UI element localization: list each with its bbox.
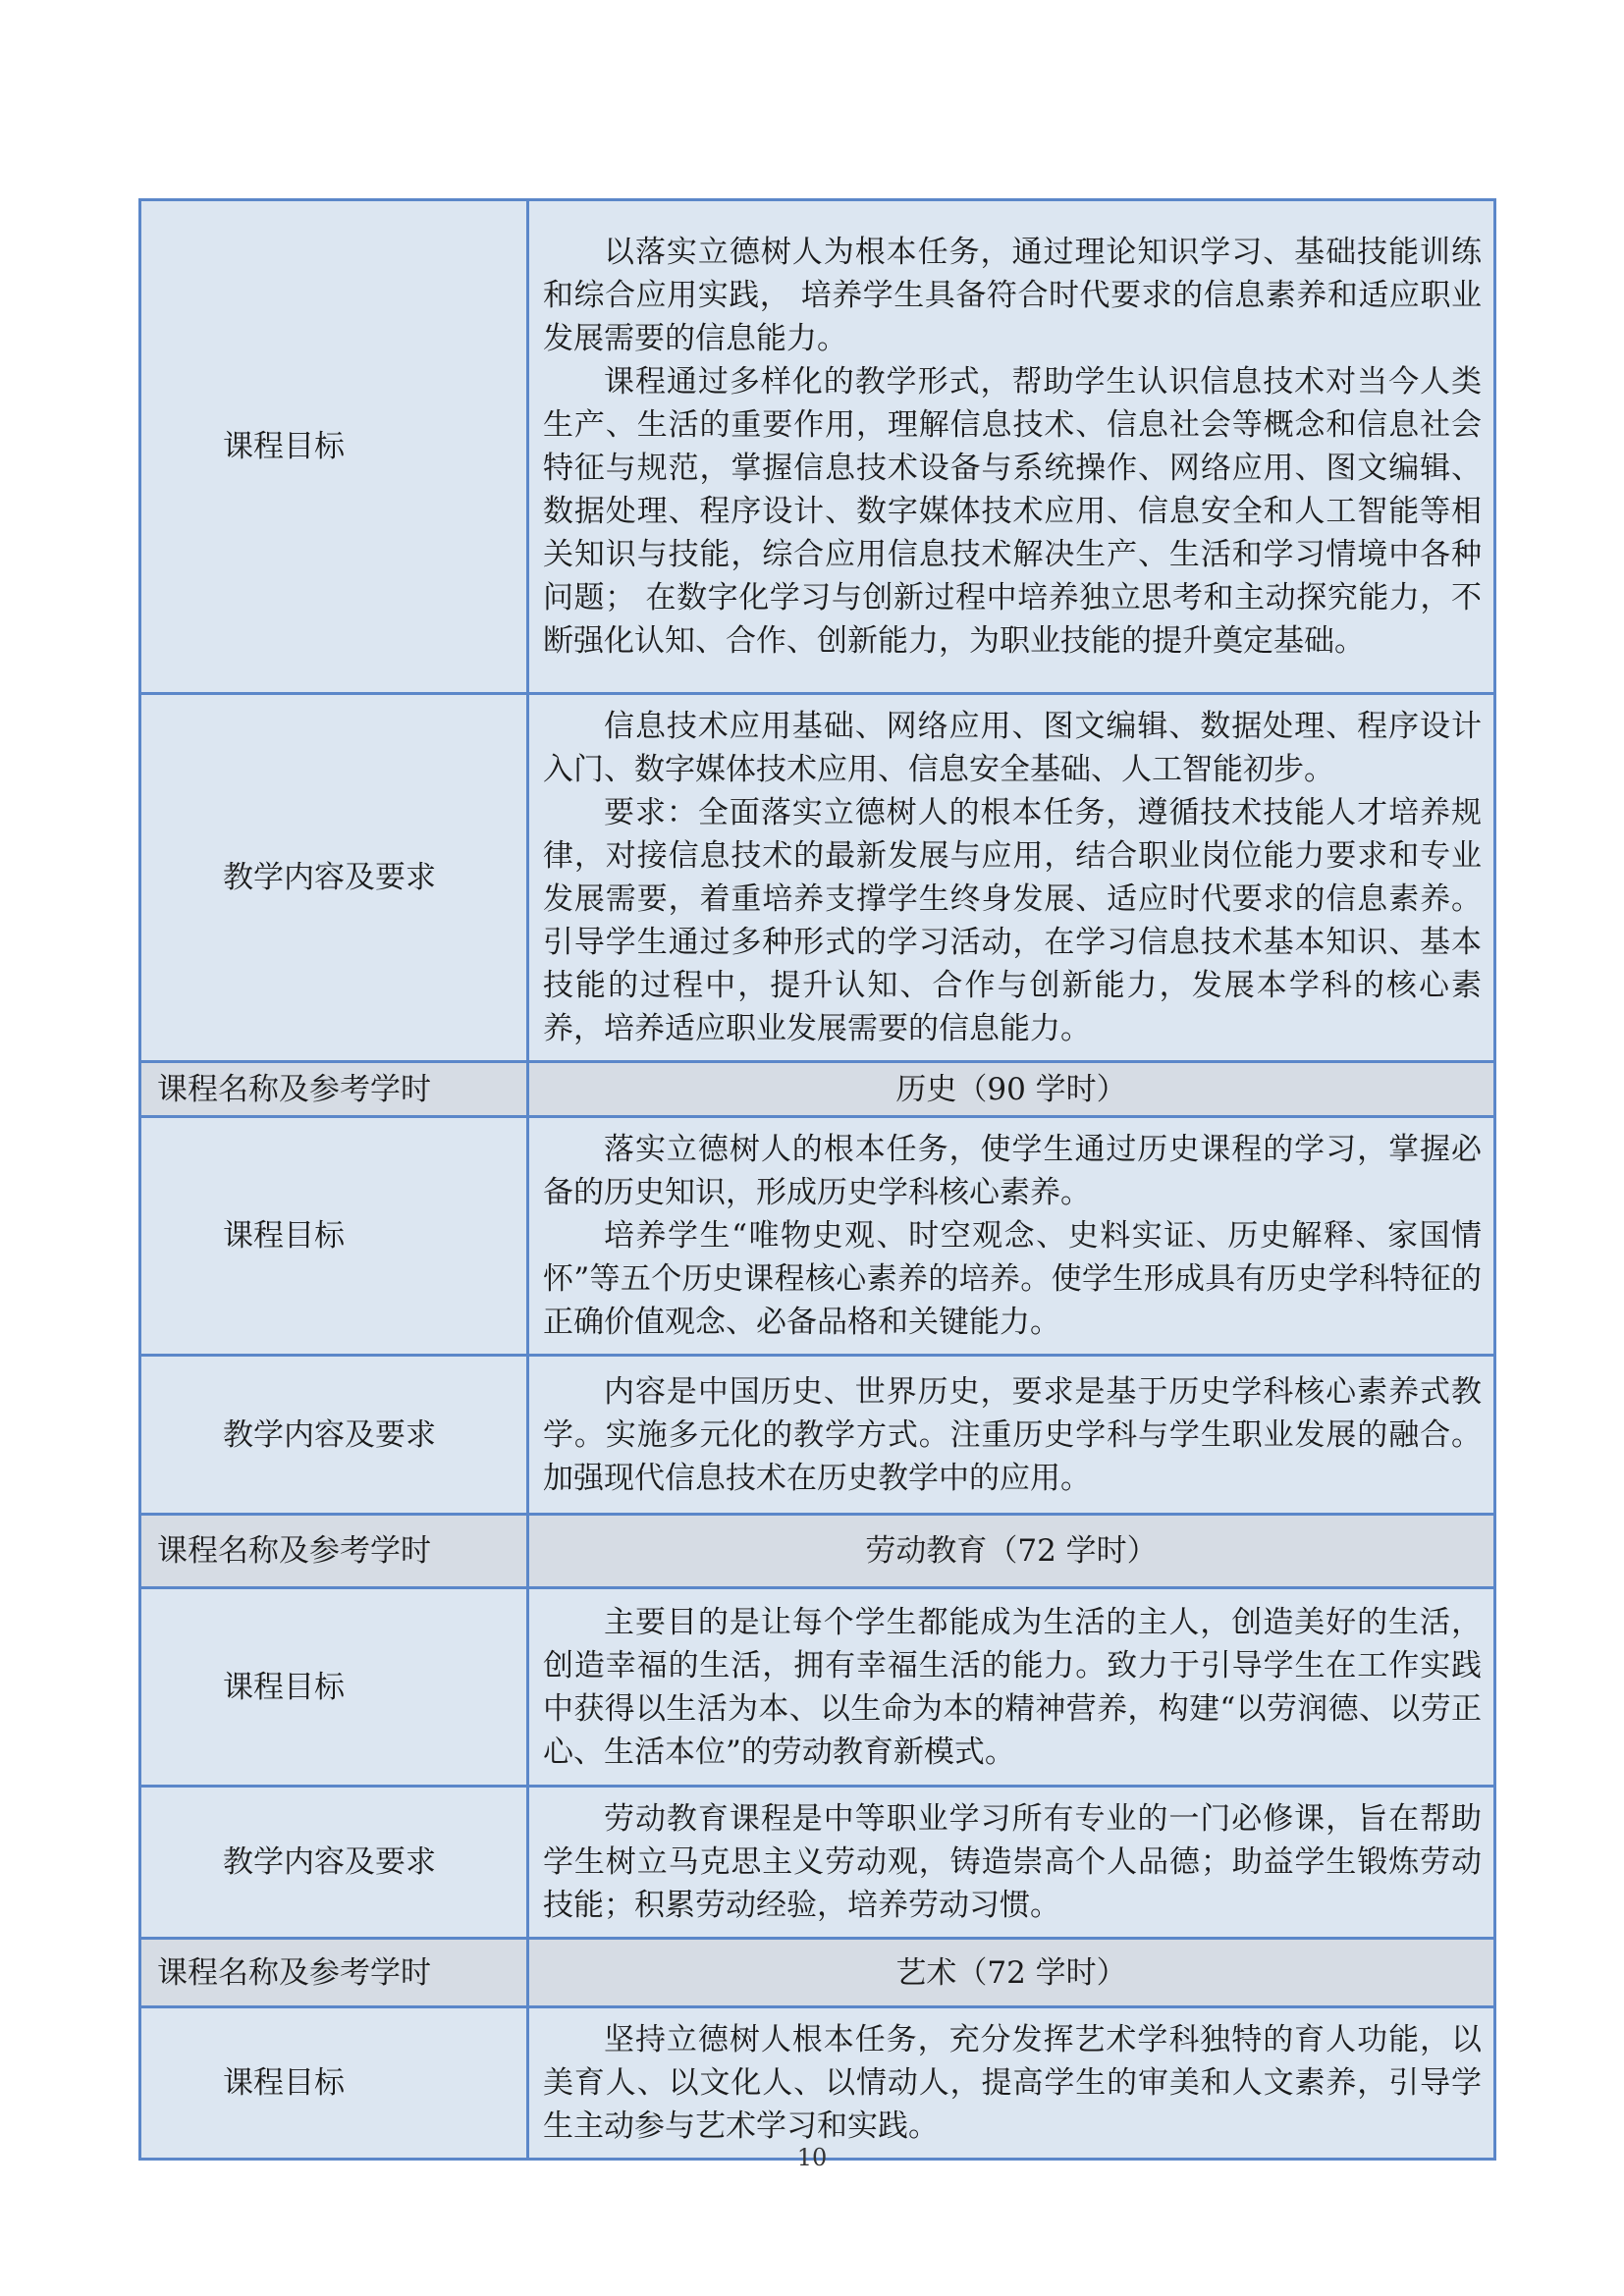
- table-row: [140, 1588, 1495, 1787]
- table-row: [140, 1356, 1495, 1515]
- course-title: 劳动教育（72 学时）: [528, 1515, 1495, 1588]
- course-header-row: [140, 1515, 1495, 1588]
- paragraph: 信息技术应用基础、网络应用、图文编辑、数据处理、程序设计入门、数字媒体技术应用、信息安全基础、人工智能初步。: [543, 709, 1482, 787]
- course-title: 艺术（72 学时）: [528, 1939, 1495, 2007]
- paragraph: 以落实立德树人为根本任务，通过理论知识学习、基础技能训练和综合应用实践， 培养学生具备符合时代要求的信息素养和适应职业发展需要的信息能力。: [543, 235, 1482, 356]
- objective-content: [528, 2007, 1495, 2160]
- objective-label: 课程目标: [140, 1117, 528, 1356]
- objective-content: [528, 1117, 1495, 1356]
- course-header-label: 课程名称及参考学时: [140, 1515, 528, 1588]
- table-row: [140, 694, 1495, 1062]
- paragraph: 要求：全面落实立德树人的根本任务，遵循技术技能人才培养规律，对接信息技术的最新发展与应用，结合职业岗位能力要求和专业发展需要，着重培养支撑学生终身发展、适应时代要求的信息素养。引导学生通过多种形式的学习活动，在学习信息技术基本知识、基本技能的过程中，提升认知、合作与创新能力，发展本学科的核心素养，培养适应职业发展需要的信息能力。: [543, 795, 1482, 1046]
- page-number: 10: [796, 2144, 828, 2171]
- content-requirements: [528, 694, 1495, 1062]
- content-requirements: [528, 1787, 1495, 1939]
- course-header-row: [140, 1939, 1495, 2007]
- paragraph: 劳动教育课程是中等职业学习所有专业的一门必修课，旨在帮助学生树立马克思主义劳动观，铸造崇高个人品德；助益学生锻炼劳动技能；积累劳动经验，培养劳动习惯。: [543, 1801, 1482, 1923]
- objective-label: 课程目标: [140, 2007, 528, 2160]
- content-label: 教学内容及要求: [140, 1787, 528, 1939]
- content-label: 教学内容及要求: [140, 694, 528, 1062]
- paragraph: 坚持立德树人根本任务，充分发挥艺术学科独特的育人功能，以美育人、以文化人、以情动人，提高学生的审美和人文素养，引导学生主动参与艺术学习和实践。: [543, 2022, 1482, 2144]
- content-label: 教学内容及要求: [140, 1356, 528, 1515]
- objective-content: [528, 1588, 1495, 1787]
- course-header-label: 课程名称及参考学时: [140, 1939, 528, 2007]
- course-table: [138, 198, 1496, 2161]
- table-row: [140, 2007, 1495, 2160]
- paragraph: 内容是中国历史、世界历史，要求是基于历史学科核心素养式教学。实施多元化的教学方式。注重历史学科与学生职业发展的融合。加强现代信息技术在历史教学中的应用。: [543, 1373, 1482, 1496]
- table-row: [140, 1117, 1495, 1356]
- paragraph: 落实立德树人的根本任务，使学生通过历史课程的学习，掌握必备的历史知识，形成历史学科核心素养。: [543, 1132, 1482, 1210]
- table-row: [140, 1787, 1495, 1939]
- content-requirements: [528, 1356, 1495, 1515]
- objective-content: [528, 200, 1495, 694]
- paragraph: 培养学生“唯物史观、时空观念、史料实证、历史解释、家国情怀”等五个历史课程核心素养的培养。使学生形成具有历史学科特征的正确价值观念、必备品格和关键能力。: [543, 1218, 1482, 1340]
- objective-label: 课程目标: [140, 200, 528, 694]
- objective-label: 课程目标: [140, 1588, 528, 1787]
- paragraph: 主要目的是让每个学生都能成为生活的主人，创造美好的生活，创造幸福的生活，拥有幸福生活的能力。致力于引导学生在工作实践中获得以生活为本、以生命为本的精神营养，构建“以劳润德、以劳正心、生活本位”的劳动教育新模式。: [543, 1604, 1482, 1770]
- table-row: [140, 200, 1495, 694]
- course-header-label: 课程名称及参考学时: [140, 1062, 528, 1117]
- paragraph: 课程通过多样化的教学形式，帮助学生认识信息技术对当今人类生产、生活的重要作用，理解信息技术、信息社会等概念和信息社会特征与规范，掌握信息技术设备与系统操作、网络应用、图文编辑、数据处理、程序设计、数字媒体技术应用、信息安全和人工智能等相关知识与技能，综合应用信息技术解决生产、生活和学习情境中各种问题； 在数字化学习与创新过程中培养独立思考和主动探究能力，不断强化认知、合作、创新能力，为职业技能的提升奠定基础。: [543, 364, 1482, 659]
- course-header-row: [140, 1062, 1495, 1117]
- course-title: 历史（90 学时）: [528, 1062, 1495, 1117]
